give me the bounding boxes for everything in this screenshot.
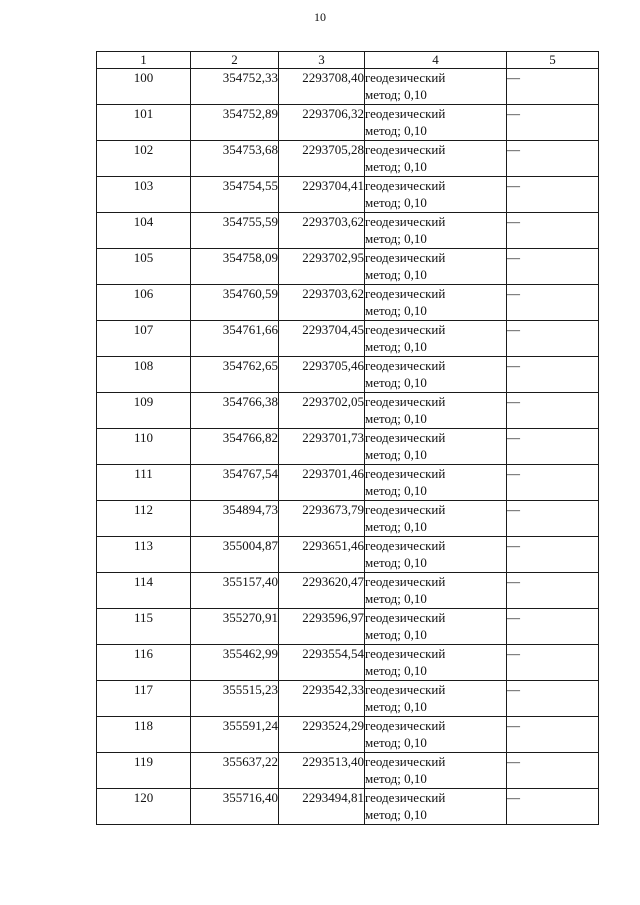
method-cell <box>365 681 507 717</box>
note-cell: — <box>507 609 599 645</box>
coordinates-table <box>96 51 599 825</box>
method-cell <box>365 393 507 429</box>
table-row <box>97 105 599 141</box>
y-coordinate-cell: 2293702,95 <box>279 249 365 285</box>
method-line-1: геодезический <box>365 574 446 589</box>
note-cell: — <box>507 69 599 105</box>
point-number-cell: 104 <box>97 213 191 249</box>
method-line-1: геодезический <box>365 322 446 337</box>
x-coordinate-cell: 354760,59 <box>191 285 279 321</box>
point-number-cell: 107 <box>97 321 191 357</box>
header-col-1: 1 <box>97 52 191 69</box>
method-line-2: метод; 0,10 <box>365 555 427 570</box>
note-cell: — <box>507 285 599 321</box>
method-line-2: метод; 0,10 <box>365 303 427 318</box>
table-row <box>97 465 599 501</box>
x-coordinate-cell: 355716,40 <box>191 789 279 825</box>
method-line-2: метод; 0,10 <box>365 591 427 606</box>
y-coordinate-cell: 2293554,54 <box>279 645 365 681</box>
x-coordinate-cell: 355515,23 <box>191 681 279 717</box>
page-number: 10 <box>314 10 326 24</box>
header-row <box>97 52 599 69</box>
method-cell <box>365 105 507 141</box>
method-line-2: метод; 0,10 <box>365 447 427 462</box>
y-coordinate-cell: 2293704,45 <box>279 321 365 357</box>
method-cell <box>365 609 507 645</box>
point-number-cell: 108 <box>97 357 191 393</box>
y-coordinate-cell: 2293702,05 <box>279 393 365 429</box>
table-row <box>97 321 599 357</box>
point-number-cell: 110 <box>97 429 191 465</box>
table-row <box>97 753 599 789</box>
y-coordinate-cell: 2293705,28 <box>279 141 365 177</box>
method-line-1: геодезический <box>365 502 446 517</box>
method-cell <box>365 573 507 609</box>
x-coordinate-cell: 354894,73 <box>191 501 279 537</box>
header-col-4: 4 <box>365 52 507 69</box>
method-cell <box>365 321 507 357</box>
note-cell: — <box>507 789 599 825</box>
table-row <box>97 177 599 213</box>
table-row <box>97 573 599 609</box>
note-cell: — <box>507 573 599 609</box>
table-row <box>97 537 599 573</box>
point-number-cell: 116 <box>97 645 191 681</box>
method-cell <box>365 141 507 177</box>
note-cell: — <box>507 645 599 681</box>
point-number-cell: 113 <box>97 537 191 573</box>
method-line-1: геодезический <box>365 466 446 481</box>
note-cell: — <box>507 537 599 573</box>
method-line-2: метод; 0,10 <box>365 627 427 642</box>
table-row <box>97 285 599 321</box>
y-coordinate-cell: 2293494,81 <box>279 789 365 825</box>
y-coordinate-cell: 2293701,46 <box>279 465 365 501</box>
method-cell <box>365 177 507 213</box>
note-cell: — <box>507 681 599 717</box>
point-number-cell: 120 <box>97 789 191 825</box>
method-cell <box>365 501 507 537</box>
method-cell <box>365 537 507 573</box>
y-coordinate-cell: 2293596,97 <box>279 609 365 645</box>
point-number-cell: 119 <box>97 753 191 789</box>
method-line-1: геодезический <box>365 538 446 553</box>
method-line-1: геодезический <box>365 754 446 769</box>
table-row <box>97 645 599 681</box>
y-coordinate-cell: 2293651,46 <box>279 537 365 573</box>
point-number-cell: 109 <box>97 393 191 429</box>
y-coordinate-cell: 2293703,62 <box>279 285 365 321</box>
table-row <box>97 393 599 429</box>
note-cell: — <box>507 753 599 789</box>
note-cell: — <box>507 213 599 249</box>
method-line-2: метод; 0,10 <box>365 483 427 498</box>
y-coordinate-cell: 2293706,32 <box>279 105 365 141</box>
table-header <box>97 52 599 69</box>
note-cell: — <box>507 429 599 465</box>
table-row <box>97 69 599 105</box>
y-coordinate-cell: 2293513,40 <box>279 753 365 789</box>
table-row <box>97 141 599 177</box>
note-cell: — <box>507 249 599 285</box>
method-line-2: метод; 0,10 <box>365 231 427 246</box>
point-number-cell: 105 <box>97 249 191 285</box>
method-cell <box>365 717 507 753</box>
header-col-3: 3 <box>279 52 365 69</box>
y-coordinate-cell: 2293704,41 <box>279 177 365 213</box>
method-line-2: метод; 0,10 <box>365 735 427 750</box>
method-cell <box>365 429 507 465</box>
point-number-cell: 103 <box>97 177 191 213</box>
method-cell <box>365 249 507 285</box>
method-line-2: метод; 0,10 <box>365 411 427 426</box>
method-line-2: метод; 0,10 <box>365 771 427 786</box>
method-cell <box>365 465 507 501</box>
y-coordinate-cell: 2293701,73 <box>279 429 365 465</box>
x-coordinate-cell: 354762,65 <box>191 357 279 393</box>
method-line-2: метод; 0,10 <box>365 663 427 678</box>
method-line-1: геодезический <box>365 106 446 121</box>
method-line-1: геодезический <box>365 358 446 373</box>
note-cell: — <box>507 393 599 429</box>
x-coordinate-cell: 355270,91 <box>191 609 279 645</box>
x-coordinate-cell: 354755,59 <box>191 213 279 249</box>
method-line-2: метод; 0,10 <box>365 375 427 390</box>
method-line-2: метод; 0,10 <box>365 699 427 714</box>
method-cell <box>365 753 507 789</box>
method-cell <box>365 789 507 825</box>
method-line-2: метод; 0,10 <box>365 159 427 174</box>
x-coordinate-cell: 354754,55 <box>191 177 279 213</box>
note-cell: — <box>507 465 599 501</box>
point-number-cell: 112 <box>97 501 191 537</box>
method-line-1: геодезический <box>365 70 446 85</box>
method-line-1: геодезический <box>365 790 446 805</box>
method-line-1: геодезический <box>365 718 446 733</box>
x-coordinate-cell: 355462,99 <box>191 645 279 681</box>
header-col-2: 2 <box>191 52 279 69</box>
x-coordinate-cell: 355591,24 <box>191 717 279 753</box>
table-row <box>97 717 599 753</box>
x-coordinate-cell: 354758,09 <box>191 249 279 285</box>
method-line-2: метод; 0,10 <box>365 267 427 282</box>
point-number-cell: 115 <box>97 609 191 645</box>
method-line-2: метод; 0,10 <box>365 339 427 354</box>
point-number-cell: 114 <box>97 573 191 609</box>
table-body <box>97 69 599 825</box>
x-coordinate-cell: 354766,38 <box>191 393 279 429</box>
x-coordinate-cell: 355004,87 <box>191 537 279 573</box>
method-line-1: геодезический <box>365 394 446 409</box>
method-line-2: метод; 0,10 <box>365 123 427 138</box>
method-line-1: геодезический <box>365 178 446 193</box>
x-coordinate-cell: 354752,89 <box>191 105 279 141</box>
note-cell: — <box>507 321 599 357</box>
y-coordinate-cell: 2293705,46 <box>279 357 365 393</box>
method-cell <box>365 213 507 249</box>
y-coordinate-cell: 2293542,33 <box>279 681 365 717</box>
note-cell: — <box>507 105 599 141</box>
method-line-1: геодезический <box>365 430 446 445</box>
method-line-1: геодезический <box>365 682 446 697</box>
method-line-1: геодезический <box>365 646 446 661</box>
x-coordinate-cell: 354767,54 <box>191 465 279 501</box>
point-number-cell: 102 <box>97 141 191 177</box>
y-coordinate-cell: 2293673,79 <box>279 501 365 537</box>
point-number-cell: 100 <box>97 69 191 105</box>
method-line-1: геодезический <box>365 142 446 157</box>
method-line-1: геодезический <box>365 250 446 265</box>
method-cell <box>365 357 507 393</box>
x-coordinate-cell: 354753,68 <box>191 141 279 177</box>
note-cell: — <box>507 357 599 393</box>
x-coordinate-cell: 355637,22 <box>191 753 279 789</box>
method-line-1: геодезический <box>365 286 446 301</box>
y-coordinate-cell: 2293708,40 <box>279 69 365 105</box>
method-line-1: геодезический <box>365 214 446 229</box>
x-coordinate-cell: 354752,33 <box>191 69 279 105</box>
note-cell: — <box>507 717 599 753</box>
method-cell <box>365 69 507 105</box>
note-cell: — <box>507 501 599 537</box>
method-line-2: метод; 0,10 <box>365 519 427 534</box>
header-col-5: 5 <box>507 52 599 69</box>
point-number-cell: 118 <box>97 717 191 753</box>
y-coordinate-cell: 2293524,29 <box>279 717 365 753</box>
x-coordinate-cell: 354761,66 <box>191 321 279 357</box>
table-row <box>97 609 599 645</box>
x-coordinate-cell: 355157,40 <box>191 573 279 609</box>
table-row <box>97 681 599 717</box>
note-cell: — <box>507 177 599 213</box>
y-coordinate-cell: 2293620,47 <box>279 573 365 609</box>
table-row <box>97 357 599 393</box>
table-row <box>97 213 599 249</box>
point-number-cell: 117 <box>97 681 191 717</box>
method-cell <box>365 645 507 681</box>
table-row <box>97 249 599 285</box>
table-row <box>97 789 599 825</box>
x-coordinate-cell: 354766,82 <box>191 429 279 465</box>
table-row <box>97 501 599 537</box>
method-cell <box>365 285 507 321</box>
point-number-cell: 111 <box>97 465 191 501</box>
method-line-2: метод; 0,10 <box>365 87 427 102</box>
method-line-2: метод; 0,10 <box>365 807 427 822</box>
y-coordinate-cell: 2293703,62 <box>279 213 365 249</box>
method-line-2: метод; 0,10 <box>365 195 427 210</box>
point-number-cell: 106 <box>97 285 191 321</box>
note-cell: — <box>507 141 599 177</box>
table-row <box>97 429 599 465</box>
point-number-cell: 101 <box>97 105 191 141</box>
method-line-1: геодезический <box>365 610 446 625</box>
